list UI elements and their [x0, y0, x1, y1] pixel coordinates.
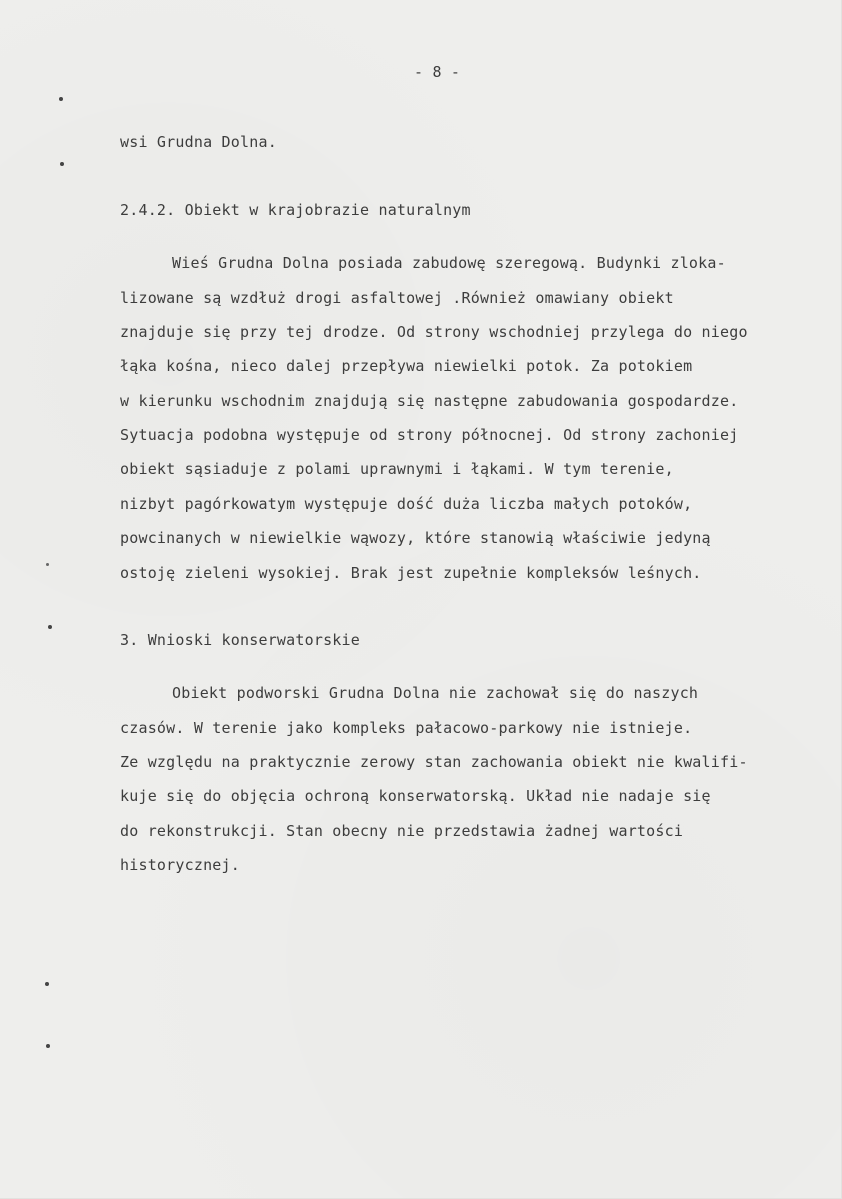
- paragraph-line: znajduje się przy tej drodze. Od strony wschodniej przylega do niego: [120, 323, 748, 341]
- paragraph-line: do rekonstrukcji. Stan obecny nie przedstawia żadnej wartości: [120, 822, 684, 840]
- paragraph-line: lizowane są wzdłuż drogi asfaltowej .Również omawiany obiekt: [120, 289, 674, 307]
- intro-line: wsi Grudna Dolna.: [120, 133, 277, 151]
- paragraph-line: czasów. W terenie jako kompleks pałacowo-parkowy nie istnieje.: [120, 719, 693, 737]
- binder-hole-mark: [46, 563, 49, 566]
- page-number: - 8 -: [414, 63, 461, 81]
- paragraph-line: Ze względu na praktycznie zerowy stan zachowania obiekt nie kwalifi-: [120, 753, 748, 771]
- paragraph-line: kuje się do objęcia ochroną konserwatorską. Układ nie nadaje się: [120, 787, 711, 805]
- paragraph-line: powcinanych w niewielkie wąwozy, które stanowią właściwie jedyną: [120, 529, 711, 547]
- binder-hole-mark: [45, 982, 49, 986]
- paragraph-line: nizbyt pagórkowatym występuje dość duża liczba małych potoków,: [120, 495, 693, 513]
- paragraph-line: Sytuacja podobna występuje od strony północnej. Od strony zachoniej: [120, 426, 739, 444]
- paragraph-line: Obiekt podworski Grudna Dolna nie zachował się do naszych: [172, 684, 699, 702]
- paragraph-line: obiekt sąsiaduje z polami uprawnymi i łąkami. W tym terenie,: [120, 460, 674, 478]
- section-heading-2-4-2: 2.4.2. Obiekt w krajobrazie naturalnym: [120, 201, 471, 219]
- paragraph-line: łąka kośna, nieco dalej przepływa niewielki potok. Za potokiem: [120, 357, 693, 375]
- binder-hole-mark: [48, 625, 52, 629]
- paragraph-line: Wieś Grudna Dolna posiada zabudowę szeregową. Budynki zloka-: [172, 254, 726, 272]
- paragraph-line: ostoję zieleni wysokiej. Brak jest zupełnie kompleksów leśnych.: [120, 564, 702, 582]
- binder-hole-mark: [59, 97, 63, 101]
- binder-hole-mark: [46, 1044, 50, 1048]
- paragraph-line: w kierunku wschodnim znajdują się następne zabudowania gospodardze.: [120, 392, 739, 410]
- paragraph-line: historycznej.: [120, 856, 240, 874]
- section-heading-3: 3. Wnioski konserwatorskie: [120, 631, 360, 649]
- binder-hole-mark: [60, 162, 64, 166]
